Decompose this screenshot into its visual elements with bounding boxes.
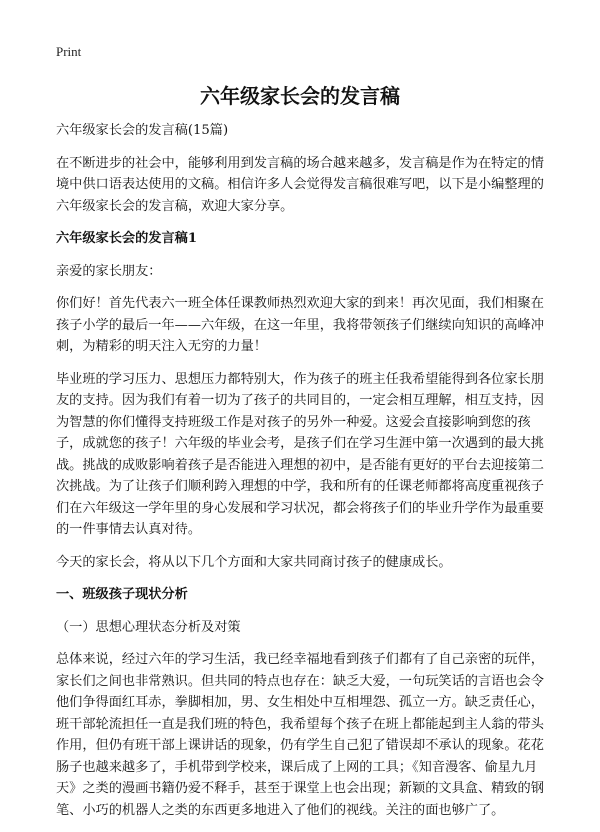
document-body: [56, 120, 548, 832]
intro-paragraph: 在不断进步的社会中，能够利用到发言稿的场合越来越多，发言稿是作为在特定的情境中供口语表达使用的文稿。相信许多人会觉得发言稿很难写吧，以下是小编整理的六年级家长会的发言稿，欢迎大家分享。: [56, 155, 544, 214]
greeting: 亲爱的家长朋友：: [56, 263, 162, 279]
paragraph-4: 总体来说，经过六年的学习生活，我已经幸福地看到孩子们都有了自己亲密的玩伴，家长们之间也非常熟识。但共同的特点也存在：缺乏大爱，一句玩笑话的言语也会令他们争得面红耳赤，拳脚相加，男、女生相处中互相埋怨、孤立一方。缺乏责任心，班干部轮流担任一直是我们班的特色，我希望每个孩子在班上都能起到主人翁的带头作用，但仍有班干部上课讲话的现象，仍有学生自己犯了错误却不承认的现象。花花肠子也越来越多了，手机带到学校来，课后成了上网的工具；《知音漫客、偷星九月天》之类的漫画书籍仍爱不释手，甚至于课堂上也会出现；新颖的文具盒、精致的钢笔、小巧的机器人之类的东西更多地进入了他们的视线。关注的面也够广了。: [56, 652, 544, 818]
paragraph-2: 毕业班的学习压力、思想压力都特别大，作为孩子的班主任我希望能得到各位家长朋友的支持。因为我们有着一切为了孩子的共同目的，一定会相互理解，相互支持，因为智慧的你们懂得支持班级工作是对孩子的另外一种爱。这爱会直接影响到您的孩子，成就您的孩子！六年级的毕业会考，是孩子们在学习生涯中第一次遇到的最大挑战。挑战的成败影响着孩子是否能进入理想的初中，是否能有更好的平台去迎接第二次挑战。为了让孩子们顺利跨入理想的中学，我和所有的任课老师都将高度重视孩子们在六年级这一学年里的身心发展和学习状况，都会将孩子们的毕业升学作为最重要的一件事情去认真对待。: [56, 371, 544, 537]
print-link[interactable]: Print: [56, 44, 82, 59]
paragraph-3: 今天的家长会，将从以下几个方面和大家共同商讨孩子的健康成长。: [56, 554, 452, 570]
doc-subtitle: 六年级家长会的发言稿(15篇): [56, 123, 229, 138]
section-heading-2: 一、班级孩子现状分析: [56, 587, 188, 602]
subsection-heading: （一）思想心理状态分析及对策: [56, 619, 241, 635]
section-heading-1: 六年级家长会的发言稿1: [56, 231, 198, 246]
paragraph-1: 你们好！首先代表六一班全体任课教师热烈欢迎大家的到来！再次见面，我们相聚在孩子小学的最后一年——六年级，在这一年里，我将带领孩子们继续向知识的高峰冲刺，为精彩的明天注入无穷的力量！: [56, 296, 544, 354]
page-title: 六年级家长会的发言稿: [200, 84, 400, 108]
